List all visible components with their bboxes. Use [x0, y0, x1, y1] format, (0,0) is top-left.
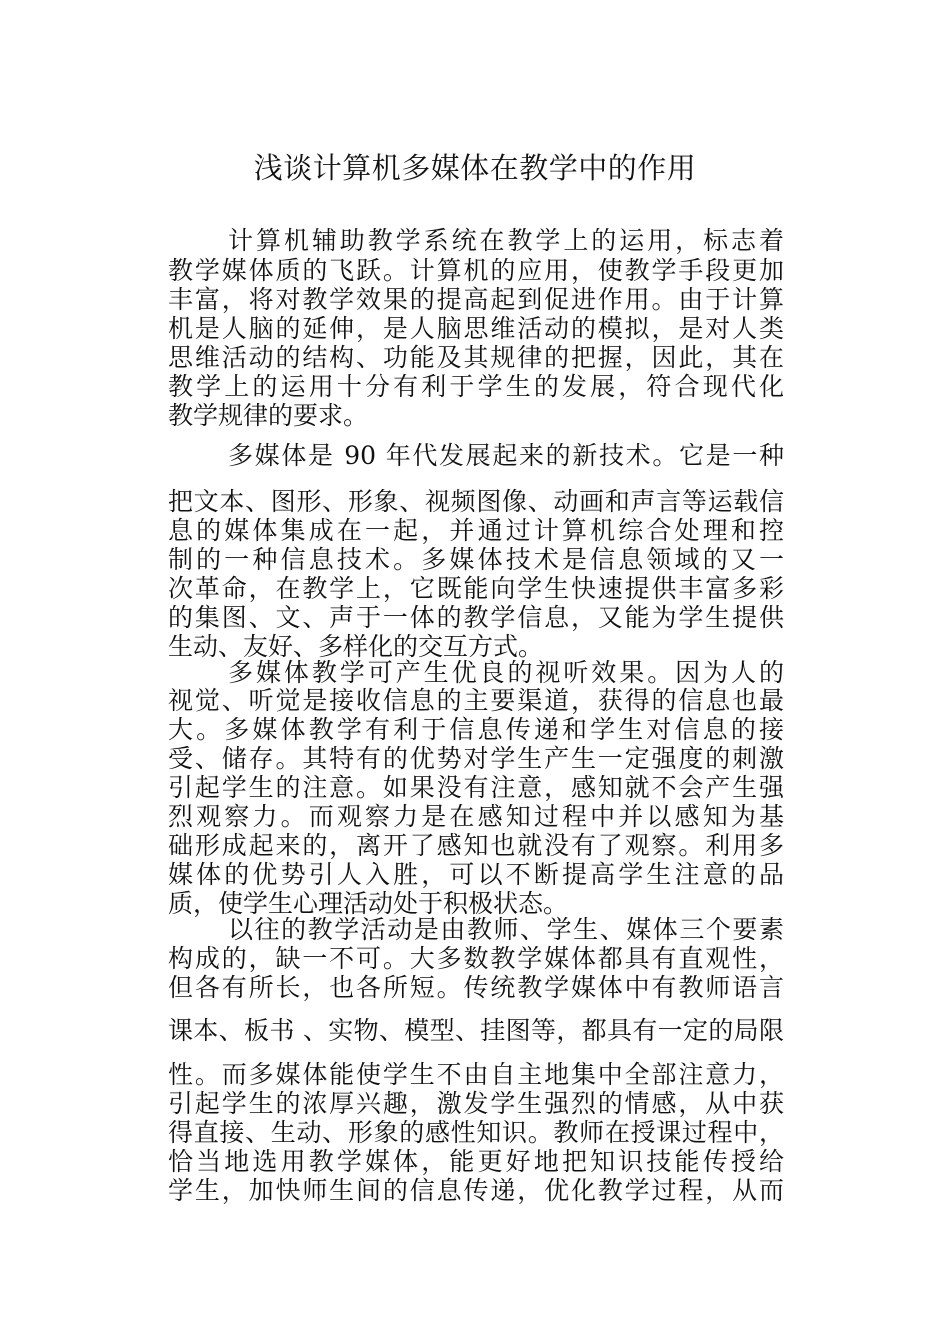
body-line: 的集图、文、声于一体的教学信息，又能为学生提供 — [168, 603, 784, 632]
body-line: 思维活动的结构、功能及其规律的把握，因此，其在 — [168, 343, 784, 372]
body-line: 烈观察力。而观察力是在感知过程中并以感知为基 — [168, 802, 784, 831]
body-line: 恰当地选用教学媒体，能更好地把知识技能传授给 — [168, 1147, 784, 1176]
body-line: 多媒体是 90 年代发展起来的新技术。它是一种 — [228, 441, 784, 470]
body-line: 质，使学生心理活动处于积极状态。 — [168, 889, 569, 918]
body-line: 课本、板书 、实物、模型、挂图等，都具有一定的局限 — [168, 1016, 784, 1045]
body-line: 但各有所长，也各所短。传统教学媒体中有教师语言 — [168, 973, 784, 1002]
body-line: 生动、友好、多样化的交互方式。 — [168, 632, 544, 661]
body-line: 学生，加快师生间的信息传递，优化教学过程，从而 — [168, 1176, 784, 1205]
body-line: 大。多媒体教学有利于信息传递和学生对信息的接 — [168, 715, 784, 744]
body-line: 引起学生的浓厚兴趣，激发学生强烈的情感，从中获 — [168, 1089, 784, 1118]
document-title: 浅谈计算机多媒体在教学中的作用 — [253, 151, 697, 185]
body-line: 引起学生的注意。如果没有注意，感知就不会产生强 — [168, 773, 784, 802]
body-line: 性。而多媒体能使学生不由自主地集中全部注意力， — [168, 1060, 784, 1089]
body-line: 以往的教学活动是由教师、学生、媒体三个要素 — [228, 915, 784, 944]
body-line: 息的媒体集成在一起，并通过计算机综合处理和控 — [168, 516, 784, 545]
body-line: 视觉、听觉是接收信息的主要渠道，获得的信息也最 — [168, 686, 784, 715]
body-line: 础形成起来的，离开了感知也就没有了观察。利用多 — [168, 831, 784, 860]
body-line: 教学规律的要求。 — [168, 401, 369, 430]
body-line: 把文本、图形、形象、视频图像、动画和声言等运载信 — [168, 487, 784, 516]
body-line: 构成的，缺一不可。大多数教学媒体都具有直观性， — [168, 944, 784, 973]
body-line: 教学媒体质的飞跃。计算机的应用，使教学手段更加 — [168, 256, 784, 285]
body-line: 媒体的优势引人入胜，可以不断提高学生注意的品 — [168, 860, 784, 889]
body-line: 次革命，在教学上，它既能向学生快速提供丰富多彩 — [168, 574, 784, 603]
body-line: 计算机辅助教学系统在教学上的运用，标志着 — [228, 226, 784, 255]
body-line: 丰富，将对教学效果的提高起到促进作用。由于计算 — [168, 285, 784, 314]
body-line: 得直接、生动、形象的感性知识。教师在授课过程中， — [168, 1118, 784, 1147]
body-line: 制的一种信息技术。多媒体技术是信息领域的又一 — [168, 545, 784, 574]
body-line: 多媒体教学可产生优良的视听效果。因为人的 — [228, 658, 784, 687]
body-line: 机是人脑的延伸，是人脑思维活动的模拟，是对人类 — [168, 314, 784, 343]
body-line: 教学上的运用十分有利于学生的发展，符合现代化 — [168, 372, 784, 401]
body-line: 受、储存。其特有的优势对学生产生一定强度的刺激 — [168, 744, 784, 773]
